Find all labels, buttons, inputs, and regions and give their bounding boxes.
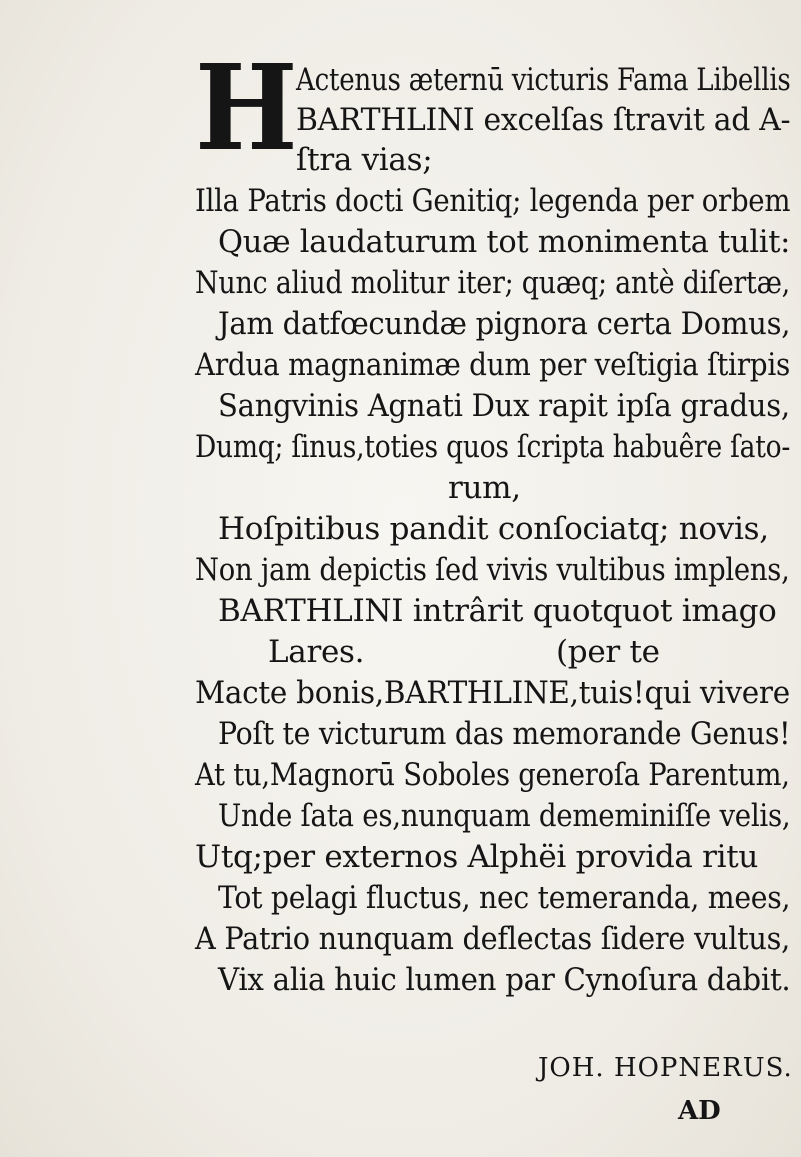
verse-line: Macte bonis,BARTHLINE,tuis!qui vivere <box>195 675 790 711</box>
verse-line: A Patrio nunquam deflectas ſidere vultus, <box>195 921 791 957</box>
verse-line: Jam datfœcundæ pignora certa Domus, <box>218 306 791 342</box>
author-signature: JOH. HOPNERUS. <box>538 1053 793 1083</box>
verse-line: ſtra vias; <box>296 142 433 178</box>
catchword: AD <box>678 1096 721 1126</box>
verse-line: Nunc aliud molitur iter; quæq; antè diſertæ, <box>195 265 791 301</box>
verse-line: rum, <box>448 470 521 506</box>
verse-line: Non jam depictis ſed vivis vultibus implens, <box>195 552 790 588</box>
verse-line: Unde ſata es,nunquam dememiniſſe velis, <box>218 798 791 834</box>
verse-line: BARTHLINI excelſas ſtravit ad A- <box>296 102 791 138</box>
verse-line: Sangvinis Agnati Dux rapit ipſa gradus, <box>218 388 790 424</box>
drop-cap-initial: H <box>195 38 298 177</box>
verse-line: Ardua magnanimæ dum per veſtigia ſtirpis <box>195 347 790 383</box>
verse-line: Utq;per externos Alphëi provida ritu <box>195 839 759 875</box>
verse-line: Quæ laudaturum tot monimenta tulit: <box>218 224 791 260</box>
verse-line: (per te <box>556 634 660 670</box>
verse-line: BARTHLINI intrârit quotquot imago <box>218 593 777 629</box>
verse-line: At tu,Magnorū Soboles generoſa Parentum, <box>195 757 790 793</box>
verse-line: Tot pelagi fluctus, nec temeranda, mees, <box>218 880 791 916</box>
verse-line: Illa Patris docti Genitiq; legenda per orbem <box>195 183 791 219</box>
verse-line: Poſt te victurum das memorande Genus! <box>218 716 791 752</box>
verse-line: Actenus æternū victuris Fama Libellis <box>296 62 791 98</box>
verse-line: Vix alia huic lumen par Cynoſura dabit. <box>218 962 791 998</box>
verse-line: Lares. <box>268 634 365 670</box>
verse-line: Hoſpitibus pandit conſociatq; novis, <box>218 511 769 547</box>
verse-line: Dumq; ſinus,toties quos ſcripta habuêre ſato- <box>195 429 791 465</box>
